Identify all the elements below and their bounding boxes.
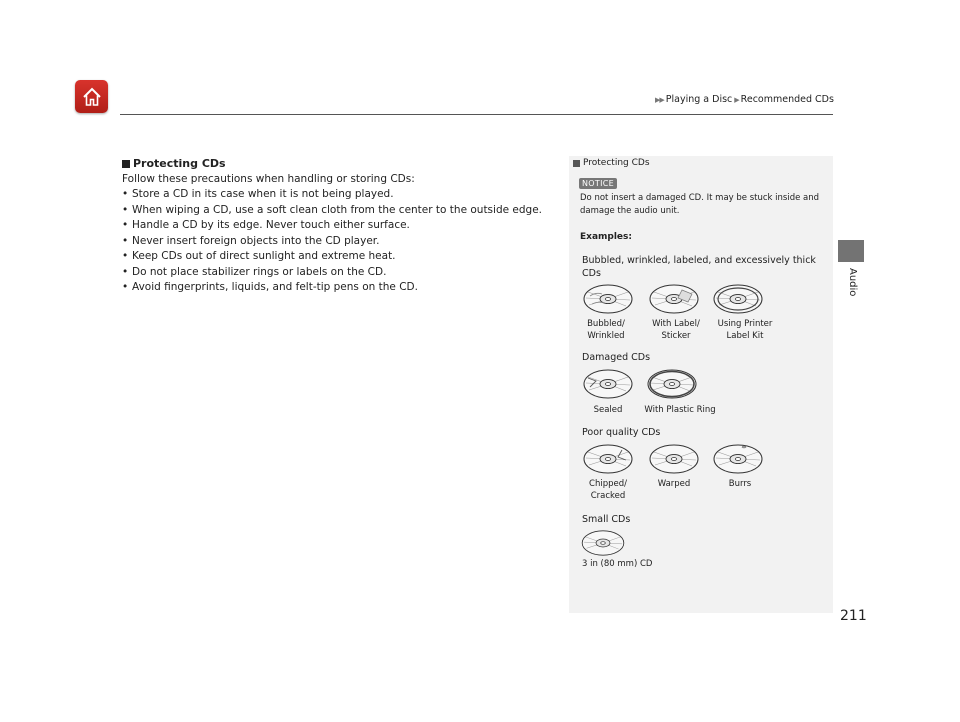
list-item: • Store a CD in its case when it is not being played. — [122, 187, 562, 203]
breadcrumb-item-recommended-cds[interactable]: Recommended CDs — [740, 94, 834, 105]
cd-disc-icon — [646, 369, 698, 399]
caption-bubbled-wrinkled: Bubbled/ Wrinkled — [587, 319, 625, 341]
cd-disc-icon — [648, 284, 700, 314]
group-title-poor-quality: Poor quality CDs — [582, 427, 661, 438]
note-title — [573, 158, 650, 168]
section-tab-label: Audio — [847, 268, 858, 297]
square-bullet-icon — [122, 160, 130, 168]
note-title-text: Protecting CDs — [583, 158, 650, 168]
list-item: • Keep CDs out of direct sunlight and extreme heat. — [122, 249, 562, 265]
section-title — [122, 156, 562, 172]
cd-disc-icon — [580, 530, 626, 556]
cd-disc-icon — [712, 444, 764, 474]
group-title-damaged: Damaged CDs — [582, 352, 651, 363]
section-intro: Follow these precautions when handling or storing CDs: — [122, 172, 415, 185]
cd-disc-icon — [582, 284, 634, 314]
caption-chipped-cracked: Chipped/ Cracked — [589, 479, 627, 501]
group-title-small: Small CDs — [582, 514, 631, 525]
breadcrumb-arrow-icon: ▶ — [734, 95, 739, 104]
cd-disc-icon — [582, 369, 634, 399]
cd-disc-icon — [648, 444, 700, 474]
caption-small-cd: 3 in (80 mm) CD — [582, 559, 653, 569]
caption-printer-label-kit: Using Printer Label Kit — [717, 319, 773, 341]
header-divider — [120, 114, 833, 115]
list-item: • Never insert foreign objects into the CD player. — [122, 234, 562, 250]
caption-with-plastic-ring: With Plastic Ring — [644, 405, 716, 415]
main-content — [122, 156, 562, 296]
notice-badge: NOTICE — [579, 178, 617, 189]
home-icon — [81, 86, 103, 108]
note-marker-icon — [573, 160, 580, 167]
caption-sealed: Sealed — [593, 405, 623, 415]
caption-warped: Warped — [657, 479, 691, 489]
home-button[interactable] — [75, 80, 108, 113]
list-item: • Do not place stabilizer rings or labels on the CD. — [122, 265, 562, 281]
list-item: • Handle a CD by its edge. Never touch either surface. — [122, 218, 562, 234]
breadcrumb-arrow-icon: ▶▶ — [655, 95, 664, 104]
page-number: 211 — [840, 608, 867, 624]
cd-disc-icon — [582, 444, 634, 474]
caption-burrs: Burrs — [728, 479, 752, 489]
precautions-list — [122, 187, 562, 296]
group-title-bubbled: Bubbled, wrinkled, labeled, and excessively thick CDs — [582, 255, 816, 279]
section-tab-marker — [838, 240, 864, 262]
list-item: • When wiping a CD, use a soft clean cloth from the center to the outside edge. — [122, 203, 562, 219]
breadcrumb — [655, 94, 834, 105]
list-item: • Avoid fingerprints, liquids, and felt-tip pens on the CD. — [122, 280, 562, 296]
caption-with-label-sticker: With Label/ Sticker — [652, 319, 700, 341]
cd-disc-icon — [712, 284, 764, 314]
section-title-text: Protecting CDs — [133, 157, 226, 170]
examples-label: Examples: — [580, 232, 632, 242]
breadcrumb-item-playing-a-disc[interactable]: Playing a Disc — [665, 94, 733, 105]
notice-text: Do not insert a damaged CD. It may be stuck inside and damage the audio unit. — [580, 193, 820, 216]
